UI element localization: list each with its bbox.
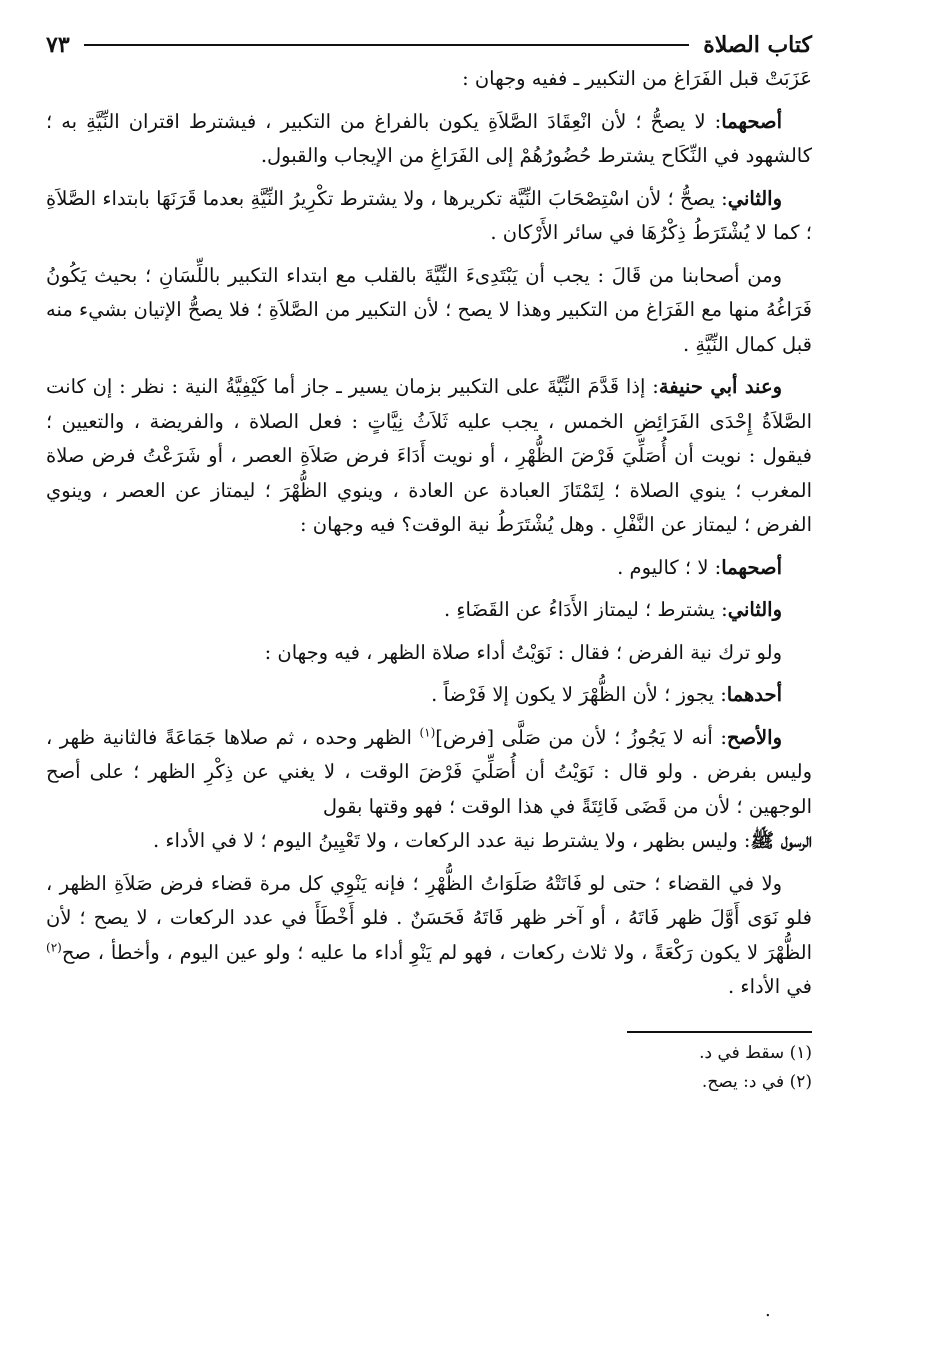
paragraph-text: : يصحُّ ؛ لأن اسْتِصْحَابَ النِّيَّة تكريرها ، ولا يشترط تكْرِيرُ النِّيَّةِ بعدما قَرَنَهَا بابتداء الصَّلاَةِ ؛ كما لا يُشْتَرَطُ ذِكْرُهَا في سائر الأَرْكان .	[46, 186, 812, 244]
footnote-1: (١) سقط في د.	[699, 1042, 812, 1063]
paragraph-term: أصحهما	[721, 109, 782, 133]
paragraph-text-cont: الظهر وحده ، ثم صلاها جَمَاعَةً فالثانية ظهر ، وليس بفرض . ولو قال : نَوَيْتُ أن أُصَلِّيَ فَرْضَ الوقت ، لا يغني عن ذِكْرِ الظهر ؛ على أصح الوجهين ؛ لأن من قَضَى فَائِتَةً في هذا الوقت ؛ فهو وقتها بقول	[46, 725, 812, 818]
paragraph-term: وعند أبي حنيفة	[658, 375, 782, 398]
paragraph-9	[46, 721, 812, 825]
paragraph-text: ولو ترك نية الفرض ؛ فقال : نَوَيْتُ أداء صلاة الظهر ، فيه وجهان :	[264, 640, 782, 664]
paragraph-6	[46, 593, 812, 628]
paragraph-term: الرسول ﷺ	[750, 829, 812, 852]
paragraph-2	[46, 182, 812, 251]
paragraph-text: ومن أصحابنا من قَالَ : يجب أن يَبْتَدِىءَ النِّيَّةَ بالقلب مع ابتداء التكبير باللِّسَانِ ؛ بحيث يَكُونُ فَرَاغُهُ منها مع الفَرَاغ من التكبير وهذا لا يصح ؛ لأن التكبير من الصَّلاَةِ ؛ فلا يصحُّ الإتيان بشيء منه قبل كمال النِّيَّةِ .	[46, 263, 812, 356]
page-number: ٧٣	[46, 32, 70, 58]
paragraph-text: عَزَبَتْ قبل الفَرَاغ من التكبير ـ ففيه وجهان :	[462, 67, 812, 90]
paragraph-text: : أنه لا يَجُوزُ ؛ لأن من صَلَّى [فرض]	[435, 725, 727, 749]
paragraph-5	[46, 551, 812, 586]
paragraph-8	[46, 678, 812, 713]
paragraph-0	[46, 62, 812, 97]
footnote-ref-2[interactable]: (٢)	[46, 940, 62, 954]
paragraph-text: ولا في القضاء ؛ حتى لو فَاتَتْهُ صَلَوَاتُ الظُّهْرِ ؛ فإنه يَنْوِي كل مرة قضاء فرض صَلاَةِ الظهر ، فلو نَوَى أَوَّلَ ظهر فَاتَهُ ، أو آخر ظهر فَاتَهُ فَحَسَنٌ . فلو أَخْطَأَ في عدد الركعات ، لا يصح ؛ لأن الظُّهْرَ لا يكون رَكْعَةً ، ولا ثلاث ركعات ، فهو لم يَنْوِ أداء ما عليه ؛ ولو عين اليوم ، وأخطأ ، صح	[46, 871, 812, 964]
footnotes	[46, 1039, 812, 1097]
footnote-2: (٢) في د: يصح.	[701, 1071, 812, 1092]
paragraph-term: أحدهما	[726, 683, 782, 706]
paragraph-text: : يشترط ؛ ليمتاز الأَدَاءُ عن القَضَاءِ .	[443, 598, 728, 621]
header-rule	[84, 44, 690, 46]
footnote-rule	[627, 1031, 812, 1033]
paragraph-4	[46, 370, 812, 543]
page-mark: .	[765, 1300, 771, 1321]
running-header	[46, 28, 812, 62]
paragraph-text: : لا ؛ كاليوم .	[617, 555, 722, 579]
paragraph-1	[46, 105, 812, 174]
paragraph-term: والثاني	[727, 598, 782, 621]
paragraph-10	[46, 824, 812, 859]
main-text	[46, 62, 812, 1005]
paragraph-term: والأصح	[726, 725, 782, 749]
running-title: كتاب الصلاة	[703, 32, 812, 58]
paragraph-7	[46, 636, 812, 671]
paragraph-text: : لا يصحُّ ؛ لأن انْعِقَادَ الصَّلاَةِ يكون بالفراغ من التكبير ، فيشترط اقتران النِّيَّةِ به ؛ كالشهود في النِّكَاح يشترط حُضُورُهُمْ إلى الفَرَاغِ من الإيجاب والقبول.	[46, 109, 812, 167]
paragraph-11	[46, 867, 812, 1005]
paragraph-3	[46, 259, 812, 363]
paragraph-text: : يجوز ؛ لأن الظُّهْرَ لا يكون إلا فَرْضاً .	[431, 683, 727, 706]
paragraph-text-cont: في الأداء .	[728, 975, 812, 998]
paragraph-term: والثاني	[727, 186, 782, 210]
book-page	[46, 28, 812, 1097]
footnote-ref-1[interactable]: (١)	[419, 725, 436, 739]
paragraph-term: أصحهما	[721, 555, 782, 579]
paragraph-text: : وليس بظهر ، ولا يشترط نية عدد الركعات ، ولا تَعْيِينُ اليوم ؛ لا في الأداء .	[152, 829, 751, 852]
paragraph-text: : إذا قَدَّمَ النِّيَّةَ على التكبير بزمان يسير ـ جاز أما كَيْفِيَّةُ النية : نظر : إن كانت الصَّلاَةُ إِحْدَى الفَرَائِضِ الخمس ، يجب عليه ثَلاَثُ نِيَّاتٍ : فعل الصلاة ، والفريضة ، والتعيين ؛ فيقول : نويت أن أُصَلِّيَ فَرْضَ الظُّهْرِ ، أو نويت أَدَاءَ فرض صَلاَةِ العصر ، أو شَرَعْتُ فرض صلاة المغرب ؛ ينوي الصلاة ؛ لِتَمْتَازَ العبادة عن العادة ، وينوي الظُّهْرَ ؛ ليمتاز عن العصر ، وينوي الفرض ؛ ليمتاز عن النَّفْلِ . وهل يُشْتَرَطُ نية الوقت؟ فيه وجهان :	[46, 375, 812, 536]
